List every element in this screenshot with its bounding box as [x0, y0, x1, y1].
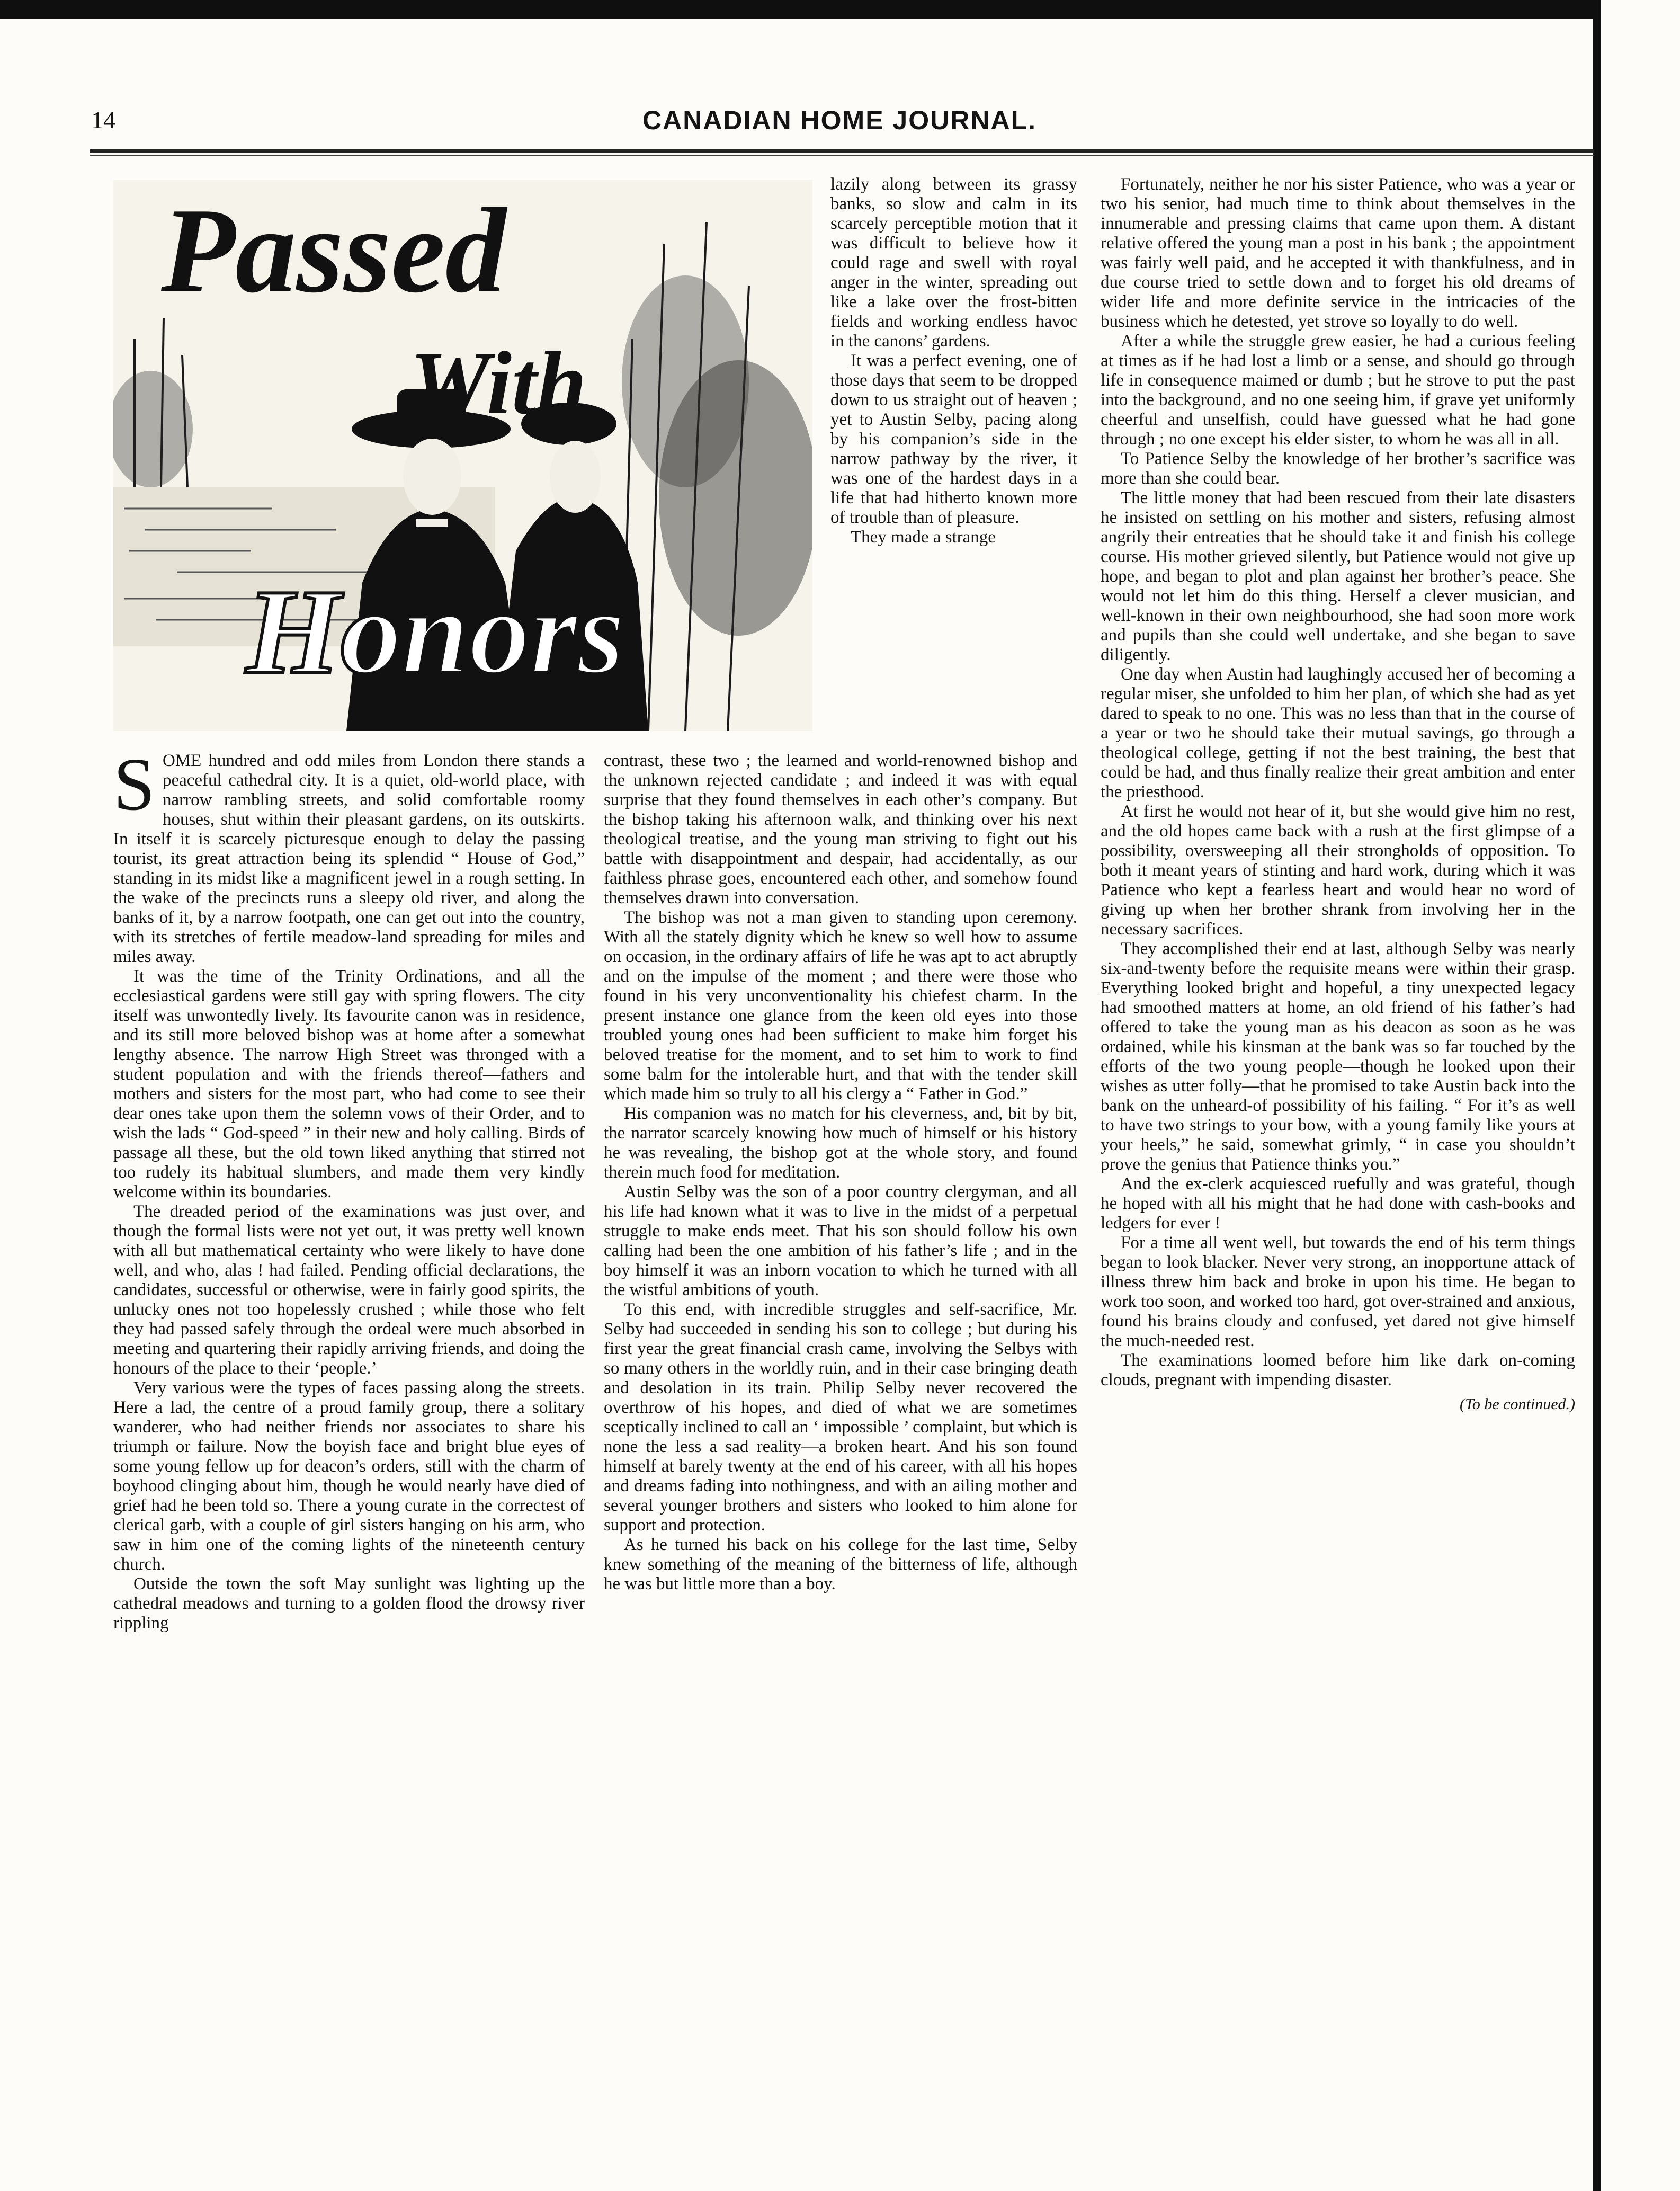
column-2: [604, 751, 1077, 1594]
article-paragraph: After a while the struggle grew easier, he had a curious feeling at times as if he had lost a limb or a sense, and should go through life in consequence maimed or dumb ; but he strove to put the past into the background, and no one seeing him, if grave yet uniformly cheerful and unselfish, could have guessed what he had gone through ; no one except his elder sister, to whom he was all in all.: [1101, 332, 1575, 449]
article-paragraph: They accomplished their end at last, although Selby was nearly six-and-twenty before the requisite means were within their grasp. Everything looked bright and hopeful, a tiny unexpected legacy had smoothed matters at home, an old friend of his father’s had offered to take the young man as his deacon as soon as he was ordained, while his kinsman at the bank was so far touched by the efforts of the two young people—though he looked upon their wishes as utter folly—that he promised to take Austin back into the bank on the unheard-of possibility of his failing. “ For it’s as well to have two strings to your bow, with a young family like yours at your heels,” he said, somewhat grimly, “ in case you shouldn’t prove the genius that Patience thinks you.”: [1101, 939, 1575, 1174]
illustration-svg: [113, 180, 812, 731]
article-paragraph: His companion was no match for his cleverness, and, bit by bit, the narrator scarcely knowing how much of himself or his history he was revealing, the bishop got at the whole story, and found therein much food for meditation.: [604, 1104, 1077, 1182]
article-paragraph: It was a perfect evening, one of those days that seem to be dropped down to us straight out of heaven ; yet to Austin Selby, pacing along by his companion’s side in the narrow pathway by the river, it was one of the hardest days in a life that had hitherto known more of trouble than of pleasure.: [830, 351, 1077, 527]
page-number: 14: [91, 106, 115, 133]
article-paragraph: Fortunately, neither he nor his sister Patience, who was a year or two his senior, had much time to think about themselves in the innumerable and pressing claims that came upon them. A distant relative offered the young man a post in his bank ; the appointment was fairly well paid, and he accepted it with thankfulness, and in due course tried to settle down and to forget his old dreams of wider life and more definite service in the intricacies of the business which he detested, yet strove so loyally to do well.: [1101, 175, 1575, 331]
masthead: CANADIAN HOME JOURNAL.: [642, 105, 1036, 135]
right-border: [1593, 0, 1601, 2191]
article-paragraph: It was the time of the Trinity Ordinations, and all the ecclesiastical gardens were still gay with spring flowers. The city itself was unwontedly lively. Its favourite canon was in residence, and its still more beloved bishop was at home after a somewhat lengthy absence. The narrow High Street was thronged with a student population and with the friends thereof—fathers and mothers and sisters for the most part, who had come to see their dear ones take upon them the solemn vows of their Order, and to wish the lads “ God-speed ” in their new and holy calling. Birds of passage all these, but the old town liked anything that stirred not too rudely its habitual slumbers, and made them very kindly welcome within its boundaries.: [113, 967, 585, 1201]
article-paragraph: Outside the town the soft May sunlight was lighting up the cathedral meadows and turning to a golden flood the drowsy river rippling: [113, 1574, 585, 1633]
drop-cap: S: [113, 742, 155, 826]
article-paragraph: One day when Austin had laughingly accused her of becoming a regular miser, she unfolded to him her plan, of which she had as yet dared to speak to no one. This was no less than that in the course of a year or two he should take their mutual savings, go through a theological college, getting if not the best training, the best that could be had, and thus finally realize their great ambition and enter the priesthood.: [1101, 665, 1575, 801]
article-paragraph: contrast, these two ; the learned and world-renowned bishop and the unknown rejected candidate ; and indeed it was with equal surprise that they found themselves in each other’s company. But the bishop taking his afternoon walk, and thinking over his next theological treatise, and the young man striving to fight out his battle with disappointment and despair, had accidentally, as our faithless phrase goes, encountered each other, and somehow found themselves drawn into conversation.: [604, 751, 1077, 907]
article-paragraph: And the ex-clerk acquiesced ruefully and was grateful, though he hoped with all his might that he had done with cash-books and ledgers for ever !: [1101, 1174, 1575, 1233]
header-rule-thin: [90, 155, 1594, 156]
article-paragraph: Austin Selby was the son of a poor country clergyman, and all his life had known what it was to live in the midst of a perpetual struggle to make ends meet. That his son should follow his own calling had been the one ambition of his father’s life ; and in the boy himself it was an inborn vocation to which he turned with all the wistful ambitions of youth.: [604, 1182, 1077, 1299]
article-paragraph: They made a strange: [851, 528, 996, 547]
title-illustration: [113, 180, 812, 731]
column-1: [113, 742, 585, 1633]
article-paragraph: At first he would not hear of it, but she would give him no rest, and the old hopes came back with a rush at the first glimpse of a possibility, oversweeping all their strongholds of opposition. To both it meant years of stinting and hard work, during which it was Patience who kept a fearless heart and would hear no word of giving up when her brother shrank from involving her in the necessary sacrifices.: [1101, 802, 1575, 939]
column-3: [1101, 175, 1575, 1414]
article-paragraph: To Patience Selby the knowledge of her brother’s sacrifice was more than she could bear.: [1101, 449, 1575, 488]
continued-note: (To be continued.): [1459, 1395, 1575, 1413]
article-paragraph: As he turned his back on his college for the last time, Selby knew something of the meaning of the bitterness of life, although he was but little more than a boy.: [604, 1535, 1077, 1593]
header-rule: [90, 149, 1594, 153]
top-border: [0, 0, 1594, 19]
column-2-top: [830, 175, 1077, 547]
title-word-3: Honors: [246, 564, 625, 699]
article-paragraph: The bishop was not a man given to standing upon ceremony. With all the stately dignity which he knew so well how to assume on occasion, in the ordinary affairs of life he was apt to act abruptly and on the impulse of the moment ; and there were those who found in his very unconventionality his chiefest charm. In the present instance one glance from the keen old eyes into those troubled young ones had been sufficient to make him forget his beloved treatise for the moment, and to set him to work to find some balm for the intolerable hurt, and that with the tender skill which made him so truly to all his clergy a “ Father in God.”: [604, 908, 1077, 1103]
article-paragraph: SOME hundred and odd miles from London there stands a peaceful cathedral city. It is a quiet, old-world place, with narrow rambling streets, and solid comfortable roomy houses, shut within their pleasant gardens, on its outskirts. In itself it is scarcely picturesque enough to delay the passing tourist, its great attraction being its splendid “ House of God,” standing in its midst like a magnificent jewel in a rough setting. In the wake of the precincts runs a sleepy old river, and along the banks of it, by a narrow footpath, one can get out into the country, with its stretches of fertile meadow-land spreading for miles and miles away.: [113, 742, 585, 966]
article-paragraph: Very various were the types of faces passing along the streets. Here a lad, the centre of a proud family group, there a solitary wanderer, who had neither friends nor associates to share his triumph or failure. Now the boyish face and bright blue eyes of some young fellow up for deacon’s orders, still with the charm of boyhood clinging about him, though he would nearly have died of grief had he been told so. There a young curate in the correctest of clerical garb, with a couple of girl sisters hanging on his arm, who saw in him one of the coming lights of the nineteenth century church.: [113, 1378, 585, 1574]
article-paragraph: lazily along between its grassy banks, so slow and calm in its scarcely perceptible motion that it was difficult to believe how it could rage and swell with royal anger in the winter, spreading out like a lake over the frost-bitten fields and working endless havoc in the canons’ gardens.: [830, 175, 1077, 351]
article-paragraph: To this end, with incredible struggles and self-sacrifice, Mr. Selby had succeeded in sending his son to college ; but during his first year the great financial crash came, involving the Selbys with so many others in the worldly ruin, and in their case bringing death and desolation in its train. Philip Selby never recovered the overthrow of his hopes, and died of what we are sometimes sceptically inclined to call an ‘ impossible ’ complaint, but which is none the less a sad reality—a broken heart. And his son found himself at barely twenty at the end of his career, with all his hopes and dreams fading into nothingness, and with an ailing mother and several younger brothers and sisters who looked to him alone for support and protection.: [604, 1300, 1077, 1535]
lead-word: OME: [162, 751, 202, 770]
article-paragraph: The dreaded period of the examinations was just over, and though the formal lists were not yet out, it was pretty well known with all but mathematical certainty who were likely to have done well, and who, alas ! had failed. Pending official declarations, the candidates, successful or otherwise, were in fairly good spirits, the unlucky ones not too hopelessly crushed ; while those who felt they had passed safely through the ordeal were much absorbed in meeting and quartering their rapidly arriving friends, and doing the honours of the place to their ‘people.’: [113, 1202, 585, 1378]
title-word-2: With: [410, 333, 587, 433]
article-paragraph: The little money that had been rescued from their late disasters he insisted on settling on his mother and sisters, refusing almost angrily their entreaties that he should take it and finish his college course. His mother grieved silently, but Patience would not give up hope, and began to plot and plan against her brother’s peace. She would not let him do this thing. Herself a clever musician, and well-known in their own neighbourhood, she had soon more work and pupils than she could well undertake, and she began to save diligently.: [1101, 488, 1575, 664]
title-word-1: Passed: [161, 183, 506, 318]
article-paragraph: The examinations loomed before him like dark on-coming clouds, pregnant with impending disaster.: [1101, 1351, 1575, 1390]
article-paragraph: For a time all went well, but towards the end of his term things began to look blacker. Never very strong, an inopportune attack of illness threw him back and broke in upon his time. He began to work too soon, and worked too hard, got over-strained and anxious, found his brains cloudy and confused, yet dared not give himself the much-needed rest.: [1101, 1233, 1575, 1350]
